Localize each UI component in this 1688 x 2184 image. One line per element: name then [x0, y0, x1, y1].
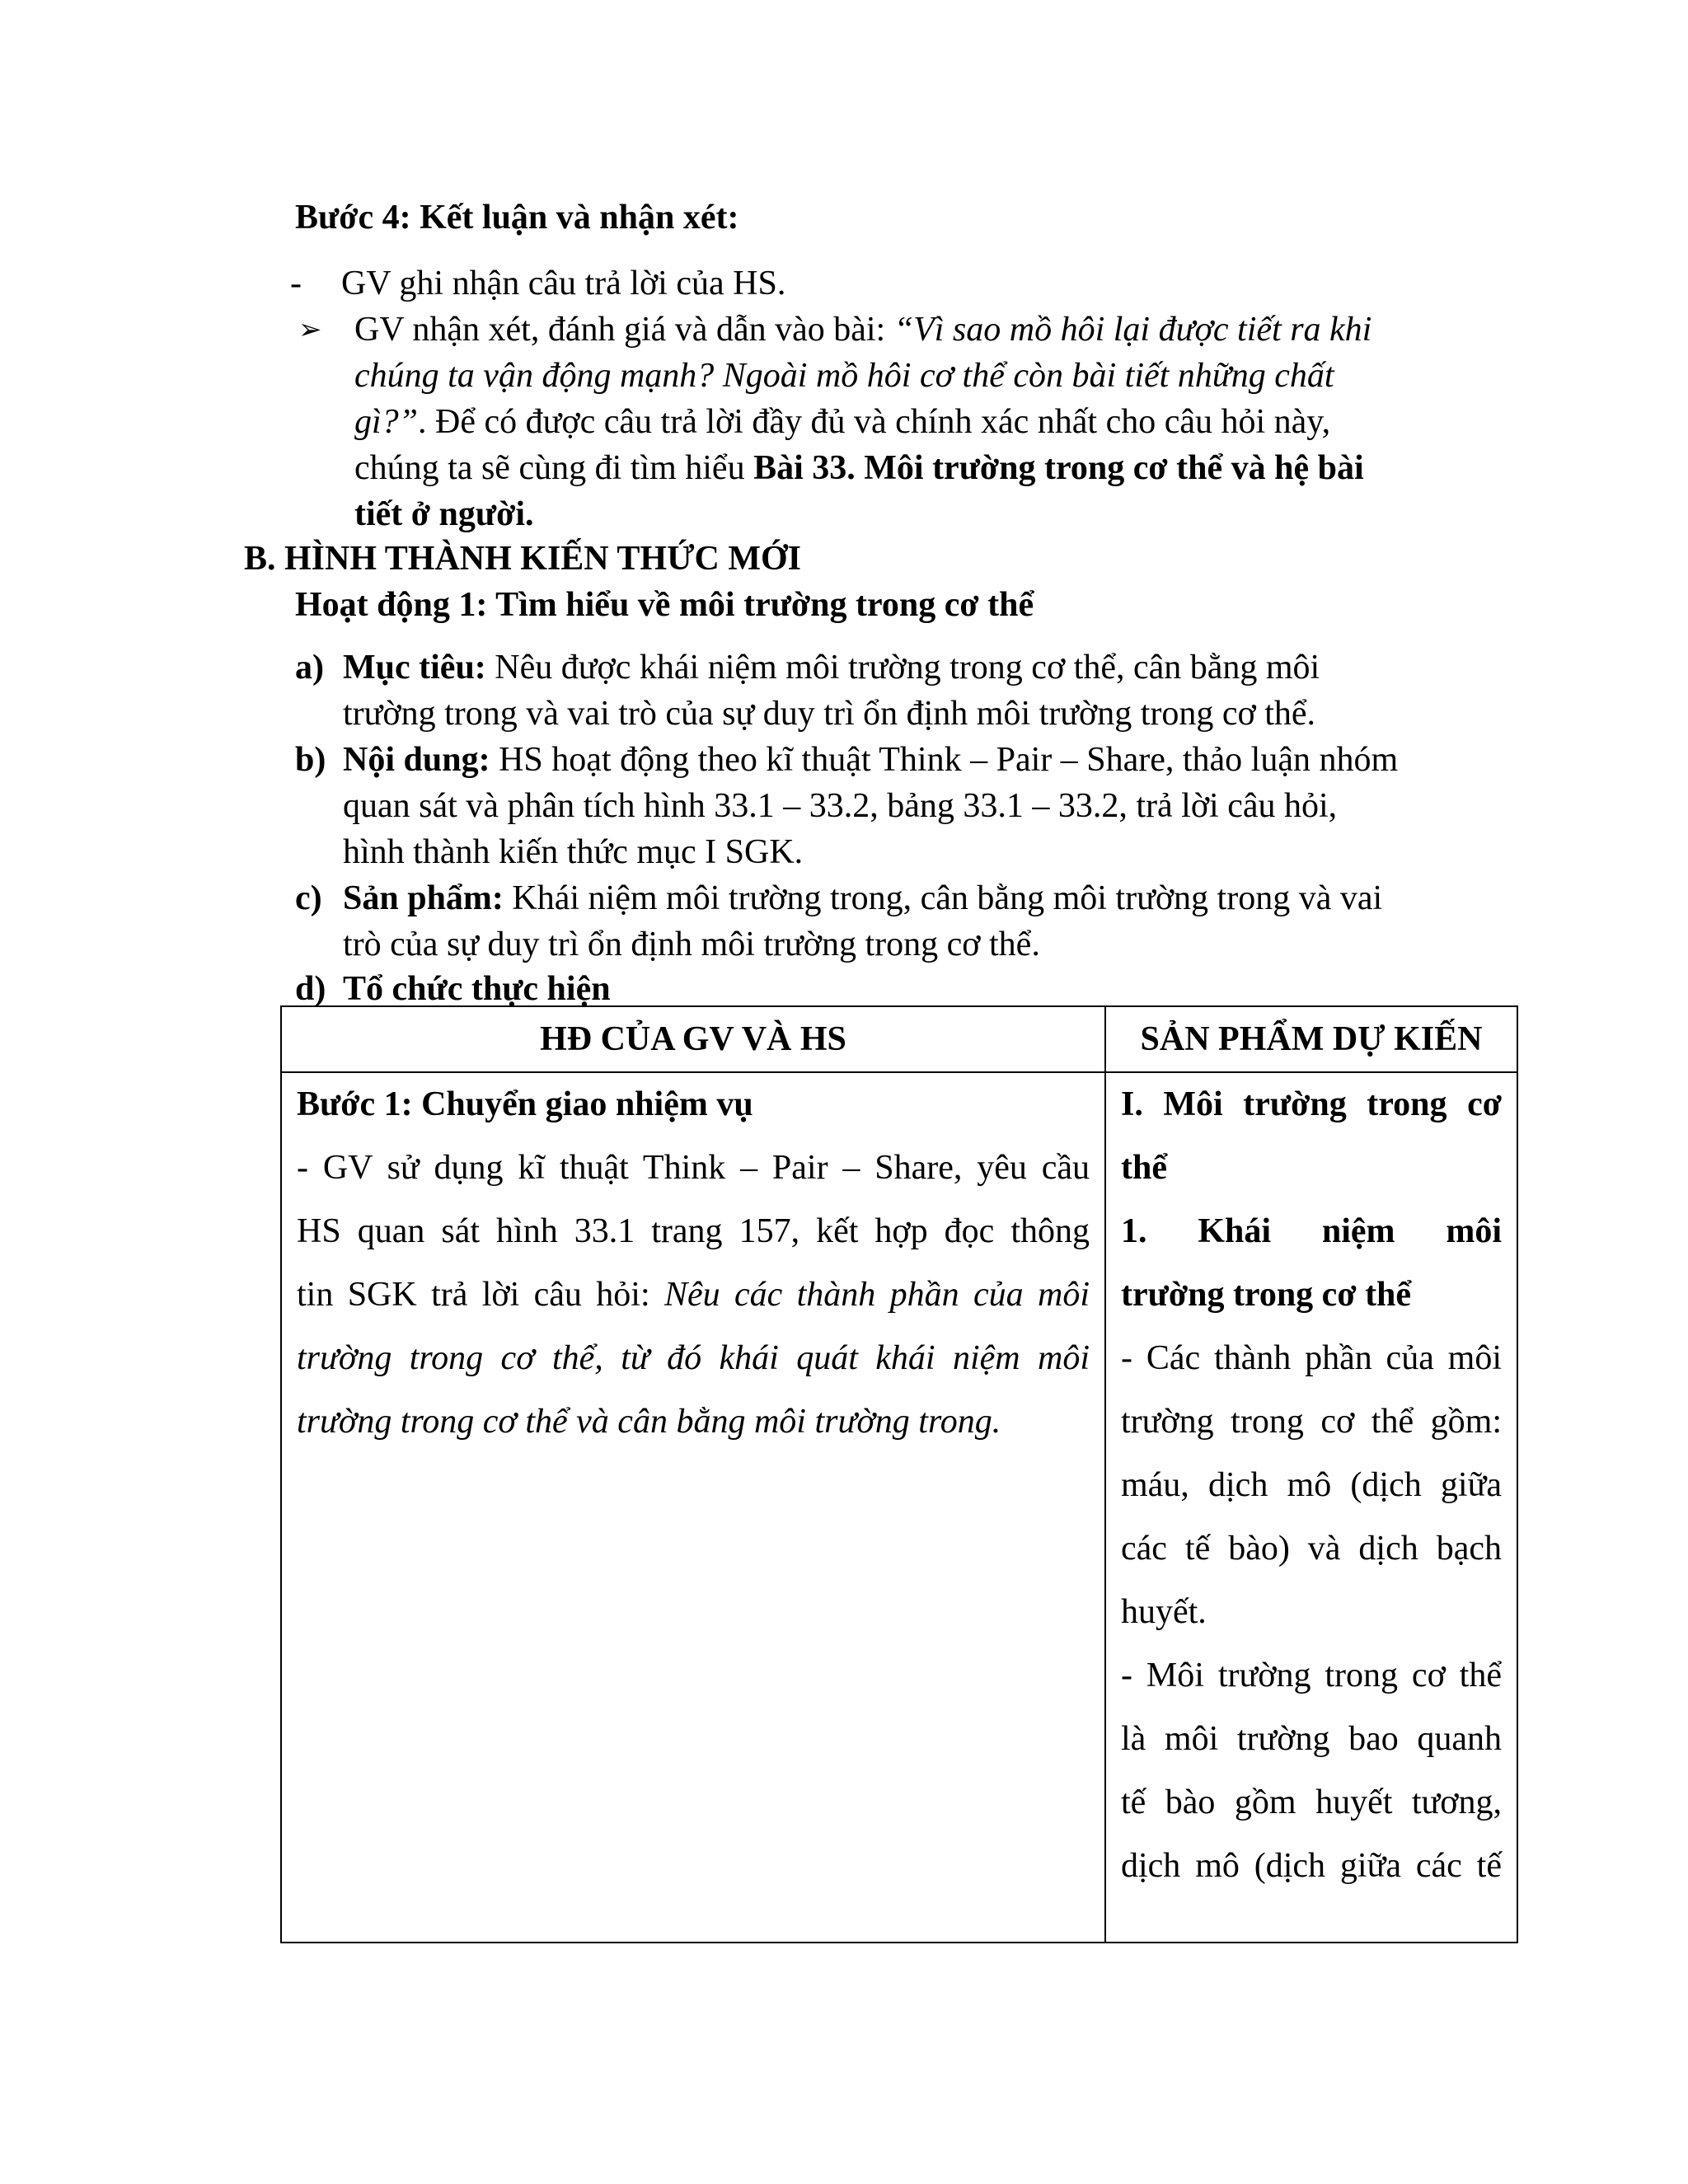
dash-item-text: GV ghi nhận câu trả lời của HS. [341, 265, 786, 302]
item-c-marker: c) [295, 879, 322, 917]
task-line-2: HS quan sát hình 33.1 trang 157, kết hợp đọc thông [297, 1212, 1090, 1250]
item-c-line2: trò của sự duy trì ổn định môi trường trong cơ thể. [343, 926, 1040, 963]
arrow-item-line3: gì?”. Để có được câu trả lời đầy đủ và chính xác nhất cho câu hỏi này, [354, 403, 1331, 441]
item-b-marker: b) [295, 741, 326, 779]
components-line-1: - Các thành phần của môi [1121, 1339, 1502, 1377]
components-line-5: huyết. [1121, 1593, 1207, 1631]
definition-line-4: dịch mô (dịch giữa các tế [1121, 1847, 1502, 1885]
components-line-4: các tế bào) và dịch bạch [1121, 1530, 1502, 1568]
item-d-marker: d) [295, 970, 326, 1008]
definition-line-2: là môi trường bao quanh [1121, 1720, 1502, 1758]
table-header-row [281, 1006, 1517, 1072]
section-i-heading: I. Môi trường trong cơ [1121, 1085, 1502, 1123]
step1-heading: Bước 1: Chuyển giao nhiệm vụ [297, 1085, 753, 1123]
task-line-4: trường trong cơ thể, từ đó khái quát khái niệm môi [297, 1339, 1090, 1377]
arrow-item-line2: chúng ta vận động mạnh? Ngoài mồ hôi cơ thể còn bài tiết những chất [354, 357, 1334, 395]
item-a-line1: Mục tiêu: Nêu được khái niệm môi trường trong cơ thể, cân bằng môi [343, 649, 1320, 687]
subsection-1-heading-cont: trường trong cơ thể [1121, 1276, 1412, 1314]
step4-heading: Bước 4: Kết luận và nhận xét: [295, 199, 739, 237]
task-line-5: trường trong cơ thể và cân bằng môi trường trong. [297, 1403, 1001, 1441]
cell-activities [281, 1072, 1105, 1943]
item-d-label: Tổ chức thực hiện [343, 970, 611, 1008]
components-line-3: máu, dịch mô (dịch giữa [1121, 1466, 1502, 1504]
definition-line-1: - Môi trường trong cơ thể [1121, 1657, 1502, 1694]
item-c-line1: Sản phẩm: Khái niệm môi trường trong, cân bằng môi trường trong và vai [343, 879, 1383, 917]
section-i-heading-cont: thể [1121, 1149, 1167, 1187]
activity-heading: Hoạt động 1: Tìm hiểu về môi trường trong cơ thể [295, 586, 1034, 624]
table-row [281, 1072, 1517, 1943]
header-expected-products: SẢN PHẨM DỰ KIẾN [1105, 1006, 1517, 1072]
arrow-bullet-icon: ➢ [298, 313, 322, 346]
item-b-line1: Nội dung: HS hoạt động theo kĩ thuật Think – Pair – Share, thảo luận nhóm [343, 741, 1399, 779]
arrow-item-line4: chúng ta sẽ cùng đi tìm hiểu Bài 33. Môi trường trong cơ thể và hệ bài [354, 449, 1364, 487]
section-b-heading: B. HÌNH THÀNH KIẾN THỨC MỚI [244, 540, 801, 578]
item-a-marker: a) [295, 649, 324, 687]
header-activities: HĐ CỦA GV VÀ HS [281, 1006, 1105, 1072]
item-b-line3: hình thành kiến thức mục I SGK. [343, 833, 804, 871]
cell-expected-products [1105, 1072, 1517, 1943]
components-line-2: trường trong cơ thể gồm: [1121, 1403, 1502, 1441]
item-a-line2: trường trong và vai trò của sự duy trì ổn định môi trường trong cơ thể. [343, 695, 1316, 733]
item-b-line2: quan sát và phân tích hình 33.1 – 33.2, bảng 33.1 – 33.2, trả lời câu hỏi, [343, 787, 1338, 825]
definition-line-3: tế bào gồm huyết tương, [1121, 1783, 1502, 1821]
arrow-item-line5: tiết ở người. [354, 495, 534, 533]
arrow-item-line1: GV nhận xét, đánh giá và dẫn vào bài: “Vì sao mồ hôi lại được tiết ra khi [354, 311, 1372, 349]
subsection-1-heading: 1. Khái niệm môi [1121, 1212, 1502, 1250]
task-line-3: tin SGK trả lời câu hỏi: Nêu các thành phần của môi [297, 1276, 1090, 1314]
task-line-1: - GV sử dụng kĩ thuật Think – Pair – Share, yêu cầu [297, 1149, 1090, 1187]
dash-bullet: - [290, 265, 302, 302]
activity-table [280, 1005, 1518, 1943]
